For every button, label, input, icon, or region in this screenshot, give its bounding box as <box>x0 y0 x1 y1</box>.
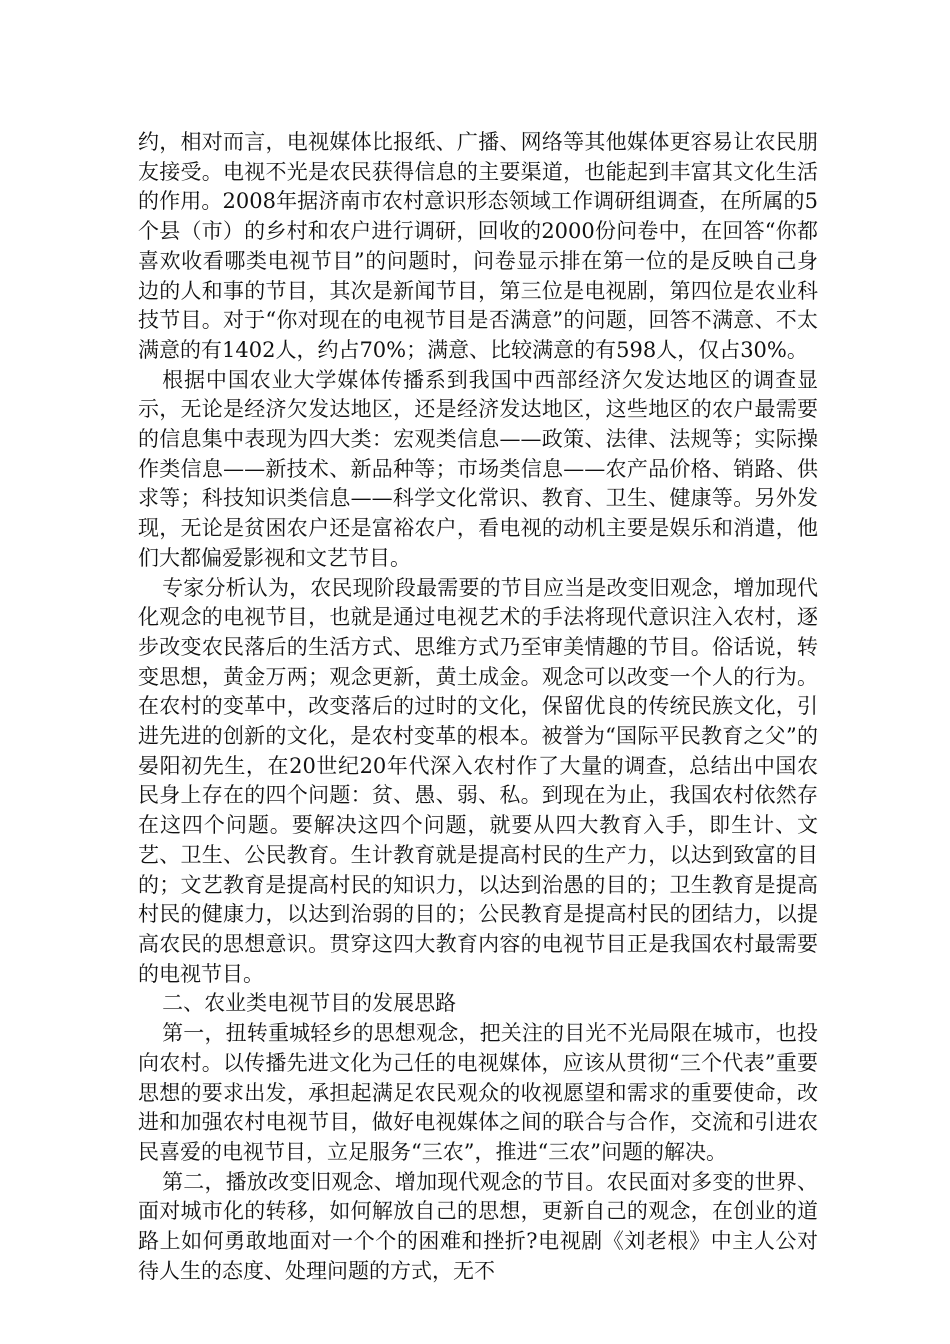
document-body <box>138 128 818 1286</box>
paragraph-first-point: 第一，扭转重城轻乡的思想观念，把关注的目光不光局限在城市，也投向农村。以传播先进文化为己任的电视媒体，应该从贯彻“三个代表”重要思想的要求出发，承担起满足农民观众的收视愿望和需求的重要使命，改进和加强农村电视节目，做好电视媒体之间的联合与合作，交流和引进农民喜爱的电视节目，立足服务“三农”，推进“三农”问题的解决。 <box>138 1021 818 1164</box>
paragraph-second-point: 第二，播放改变旧观念、增加现代观念的节目。农民面对多变的世界、面对城市化的转移，如何解放自己的思想，更新自己的观念，在创业的道路上如何勇敢地面对一个个的困难和挫折?电视剧《刘老根》中主人公对待人生的态度、处理问题的方式，无不 <box>138 1169 818 1283</box>
paragraph-information-needs: 根据中国农业大学媒体传播系到我国中西部经济欠发达地区的调查显示，无论是经济欠发达地区，还是经济发达地区，这些地区的农户最需要的信息集中表现为四大类：宏观类信息——政策、法律、法规等；实际操作类信息——新技术、新品种等；市场类信息——农产品价格、销路、供求等；科技知识类信息——科学文化常识、教育、卫生、健康等。另外发现，无论是贫困农户还是富裕农户，看电视的动机主要是娱乐和消遣，他们大都偏爱影视和文艺节目。 <box>138 367 818 570</box>
section-heading: 二、农业类电视节目的发展思路 <box>162 991 457 1016</box>
paragraph-expert-analysis: 专家分析认为，农民现阶段最需要的节目应当是改变旧观念，增加现代化观念的电视节目，也就是通过电视艺术的手法将现代意识注入农村，逐步改变农民落后的生活方式、思维方式乃至审美情趣的节目。俗话说，转变思想，黄金万两；观念更新，黄土成金。观念可以改变一个人的行为。在农村的变革中，改变落后的过时的文化，保留优良的传统民族文化，引进先进的创新的文化，是农村变革的根本。被誉为“国际平民教育之父”的晏阳初先生，在20世纪20年代深入农村作了大量的调查，总结出中国农民身上存在的四个问题：贫、愚、弱、私。到现在为止，我国农村依然存在这四个问题。要解决这四个问题，就要从四大教育入手，即生计、文艺、卫生、公民教育。生计教育就是提高村民的生产力，以达到致富的目的；文艺教育是提高村民的知识力，以达到治愚的目的；卫生教育是提高村民的健康力，以达到治弱的目的；公民教育是提高村民的团结力，以提高农民的思想意识。贯穿这四大教育内容的电视节目正是我国农村最需要的电视节目。 <box>138 575 818 986</box>
paragraph-survey-results: 约，相对而言，电视媒体比报纸、广播、网络等其他媒体更容易让农民朋友接受。电视不光是农民获得信息的主要渠道，也能起到丰富其文化生活的作用。2008年据济南市农村意识形态领域工作调研组调查，在所属的5个县（市）的乡村和农户进行调研，回收的2000份问卷中，在回答“你都喜欢收看哪类电视节目”的问题时，问卷显示排在第一位的是反映自己身边的人和事的节目，其次是新闻节目，第三位是电视剧，第四位是农业科技节目。对于“你对现在的电视节目是否满意”的问题，回答不满意、不太满意的有1402人，约占70%；满意、比较满意的有598人，仅占30%。 <box>138 130 818 362</box>
